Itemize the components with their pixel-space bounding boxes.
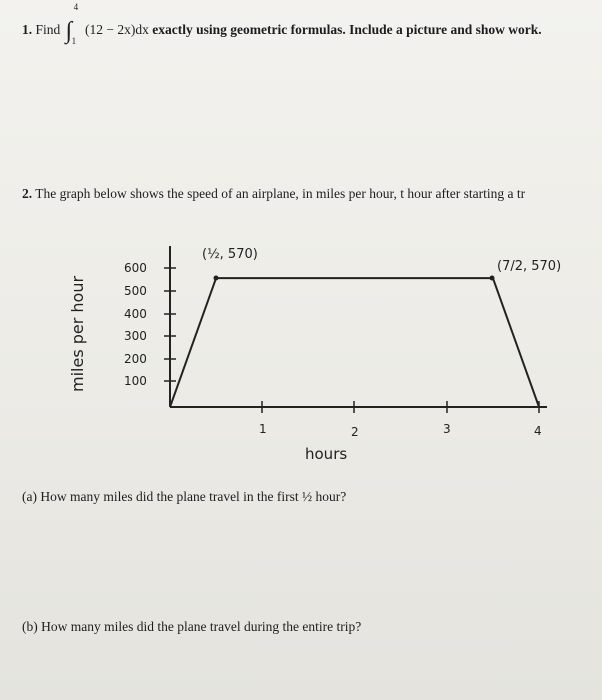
integral-upper-limit: 4 [73,2,79,12]
part-b-question: (b) How many miles did the plane travel during the entire trip? [22,619,362,634]
y-tick-label-400: 400 [124,307,147,321]
x-tick-label-1: 1 [259,422,267,436]
x-tick-label-3: 3 [443,422,451,436]
x-axis-label: hours [305,445,348,463]
part-a-question: (a) How many miles did the plane travel in the first ½ hour? [22,489,347,504]
point-half-570 [214,276,219,281]
speed-curve [170,278,539,407]
point-label-left: (½, 570) [202,247,258,262]
y-tick-label-300: 300 [124,329,147,343]
question-2-number: 2. [22,186,33,201]
y-tick-label-100: 100 [124,374,147,388]
y-axis-label: miles per hour [68,275,87,392]
question-2-text: The graph below shows the speed of an airplane, in miles per hour, t hour after starting a tr [35,186,526,201]
integral-symbol: ∫ 4 1 [65,2,79,46]
y-tick-label-600: 600 [124,261,147,275]
question-1-find: Find [35,22,61,37]
point-seven-halves-570 [490,276,495,281]
x-tick-label-2: 2 [351,425,359,439]
x-tick-label-4: 4 [534,424,542,438]
question-1-number: 1. [22,22,33,37]
question-1-instruction-rest: Include a picture and show work. [349,22,542,37]
point-label-right: (7/2, 570) [497,259,562,274]
integrand: (12 − 2x)dx [85,22,149,37]
y-tick-label-200: 200 [124,352,147,366]
question-1-instruction-bold: exactly using geometric formulas. [152,22,346,37]
integral-lower-limit: 1 [71,36,77,46]
y-tick-label-500: 500 [124,284,147,298]
